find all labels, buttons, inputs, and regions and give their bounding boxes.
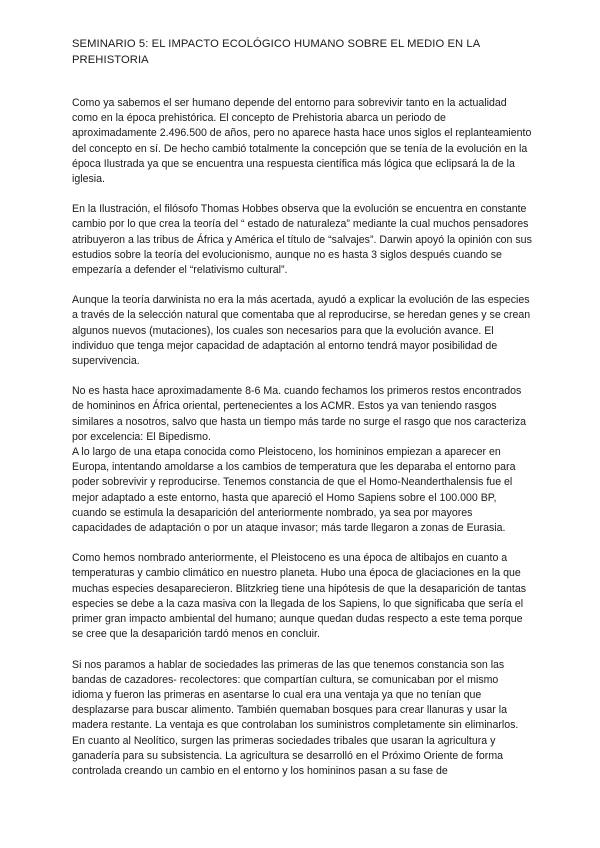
document-title: SEMINARIO 5: EL IMPACTO ECOLÓGICO HUMANO SOBRE EL MEDIO EN LA PREHISTORIA [72, 38, 480, 66]
paragraph-sociedades: Si nos paramos a hablar de sociedades las primeras de las que tenemos constancia son las bandas de cazadores- recolectores: que compartían cultura, se comunicaban por el mismo idioma y fueron las primeras en asentarse lo cual era una ventaja ya que no tenían que desplazarse para buscar alimento. También quemaban bosques para crear llanuras y usar la madera restante. La ventaja es que controlaban los suministros completamente sin eliminarlos. [72, 658, 519, 732]
paragraph-intro: Como ya sabemos el ser humano depende del entorno para sobrevivir tanto en la actualidad como en la época prehistórica. El concepto de Prehistoria abarca un periodo de aproximadamente 2.496.500 de años, pero no aparece hasta hace unos siglos el replanteamiento del concepto en sí. De hecho cambió totalmente la concepción que se tenía de la evolución en la época Ilustrada ya que se encuentra una respuesta científica más lógica que eclipsará la de la iglesia. [72, 97, 532, 186]
paragraph-glaciaciones: Como hemos nombrado anteriormente, el Pleistoceno es una época de altibajos en cuanto a temperaturas y cambio climático en nuestro planeta. Hubo una época de glaciaciones en la que muchas especies desaparecieron. Blitzkrieg tiene una hipótesis de que la desaparición de tantas especies se debe a la caza masiva con la llegada de los Sapiens, lo que significaba que sería el primer gran impacto ambiental del humano; aunque quedan dudas respecto a este tema porque se cree que la desaparición tardó menos en concluir. [72, 552, 527, 641]
paragraph-homininos: No es hasta hace aproximadamente 8-6 Ma. cuando fechamos los primeros restos encontrados de homininos en África oriental, pertenecientes a los ACMR. Estos ya van teniendo rasgos similares a nosotros, salvo que hasta un tiempo más tarde no surge el rasgo que nos caracteriza por excelencia: El Bipedismo. [72, 385, 527, 443]
paragraph-darwinismo: Aunque la teoría darwinista no era la más acertada, ayudó a explicar la evolución de las especies a través de la selección natural que comentaba que al reproducirse, se heredan genes y se crean algunos nuevos (mutaciones), los cuales son necesarios para que la evolución avance. El individuo que tenga mejor capacidad de adaptación al entorno tendrá mayor posibilidad de supervivencia. [72, 294, 531, 368]
paragraph-ilustracion: En la Ilustración, el filósofo Thomas Hobbes observa que la evolución se encuentra en constante cambio por lo que crea la teoría del “ estado de naturaleza” mediante la cual muchos pensadores atribuyeron a las tribus de África y América el título de “salvajes”. Darwin apoyó la opinión con sus estudios sobre la teoría del evolucionismo, aunque no es hasta 3 siglos después cuando se empezaría a defender el “relativismo cultural”. [72, 203, 532, 277]
paragraph-neolitico: En cuanto al Neolítico, surgen las primeras sociedades tribales que usaran la agricultura y ganadería para su subsistencia. La agricultura se desarrolló en el Próximo Oriente de forma controlada creando un cambio en el entorno y los homininos pasan a su fase de [72, 734, 504, 777]
document-page [72, 36, 532, 779]
paragraph-pleistoceno-europa: A lo largo de una etapa conocida como Pleistoceno, los homininos empiezan a aparecer en Europa, intentando amoldarse a los cambios de temperatura que les deparaba el entorno para poder sobrevivir y reproducirse. Tenemos constancia de que el Homo-Neanderthalensis fue el mejor adaptado a este entorno, hasta que apareció el Homo Sapiens sobre el 100.000 BP, cuando se estimula la desaparición del anteriormente nombrado, ya sea por mayores capacidades de adaptación o por un ataque invasor; más tarde llegaron a zonas de Eurasia. [72, 446, 516, 535]
